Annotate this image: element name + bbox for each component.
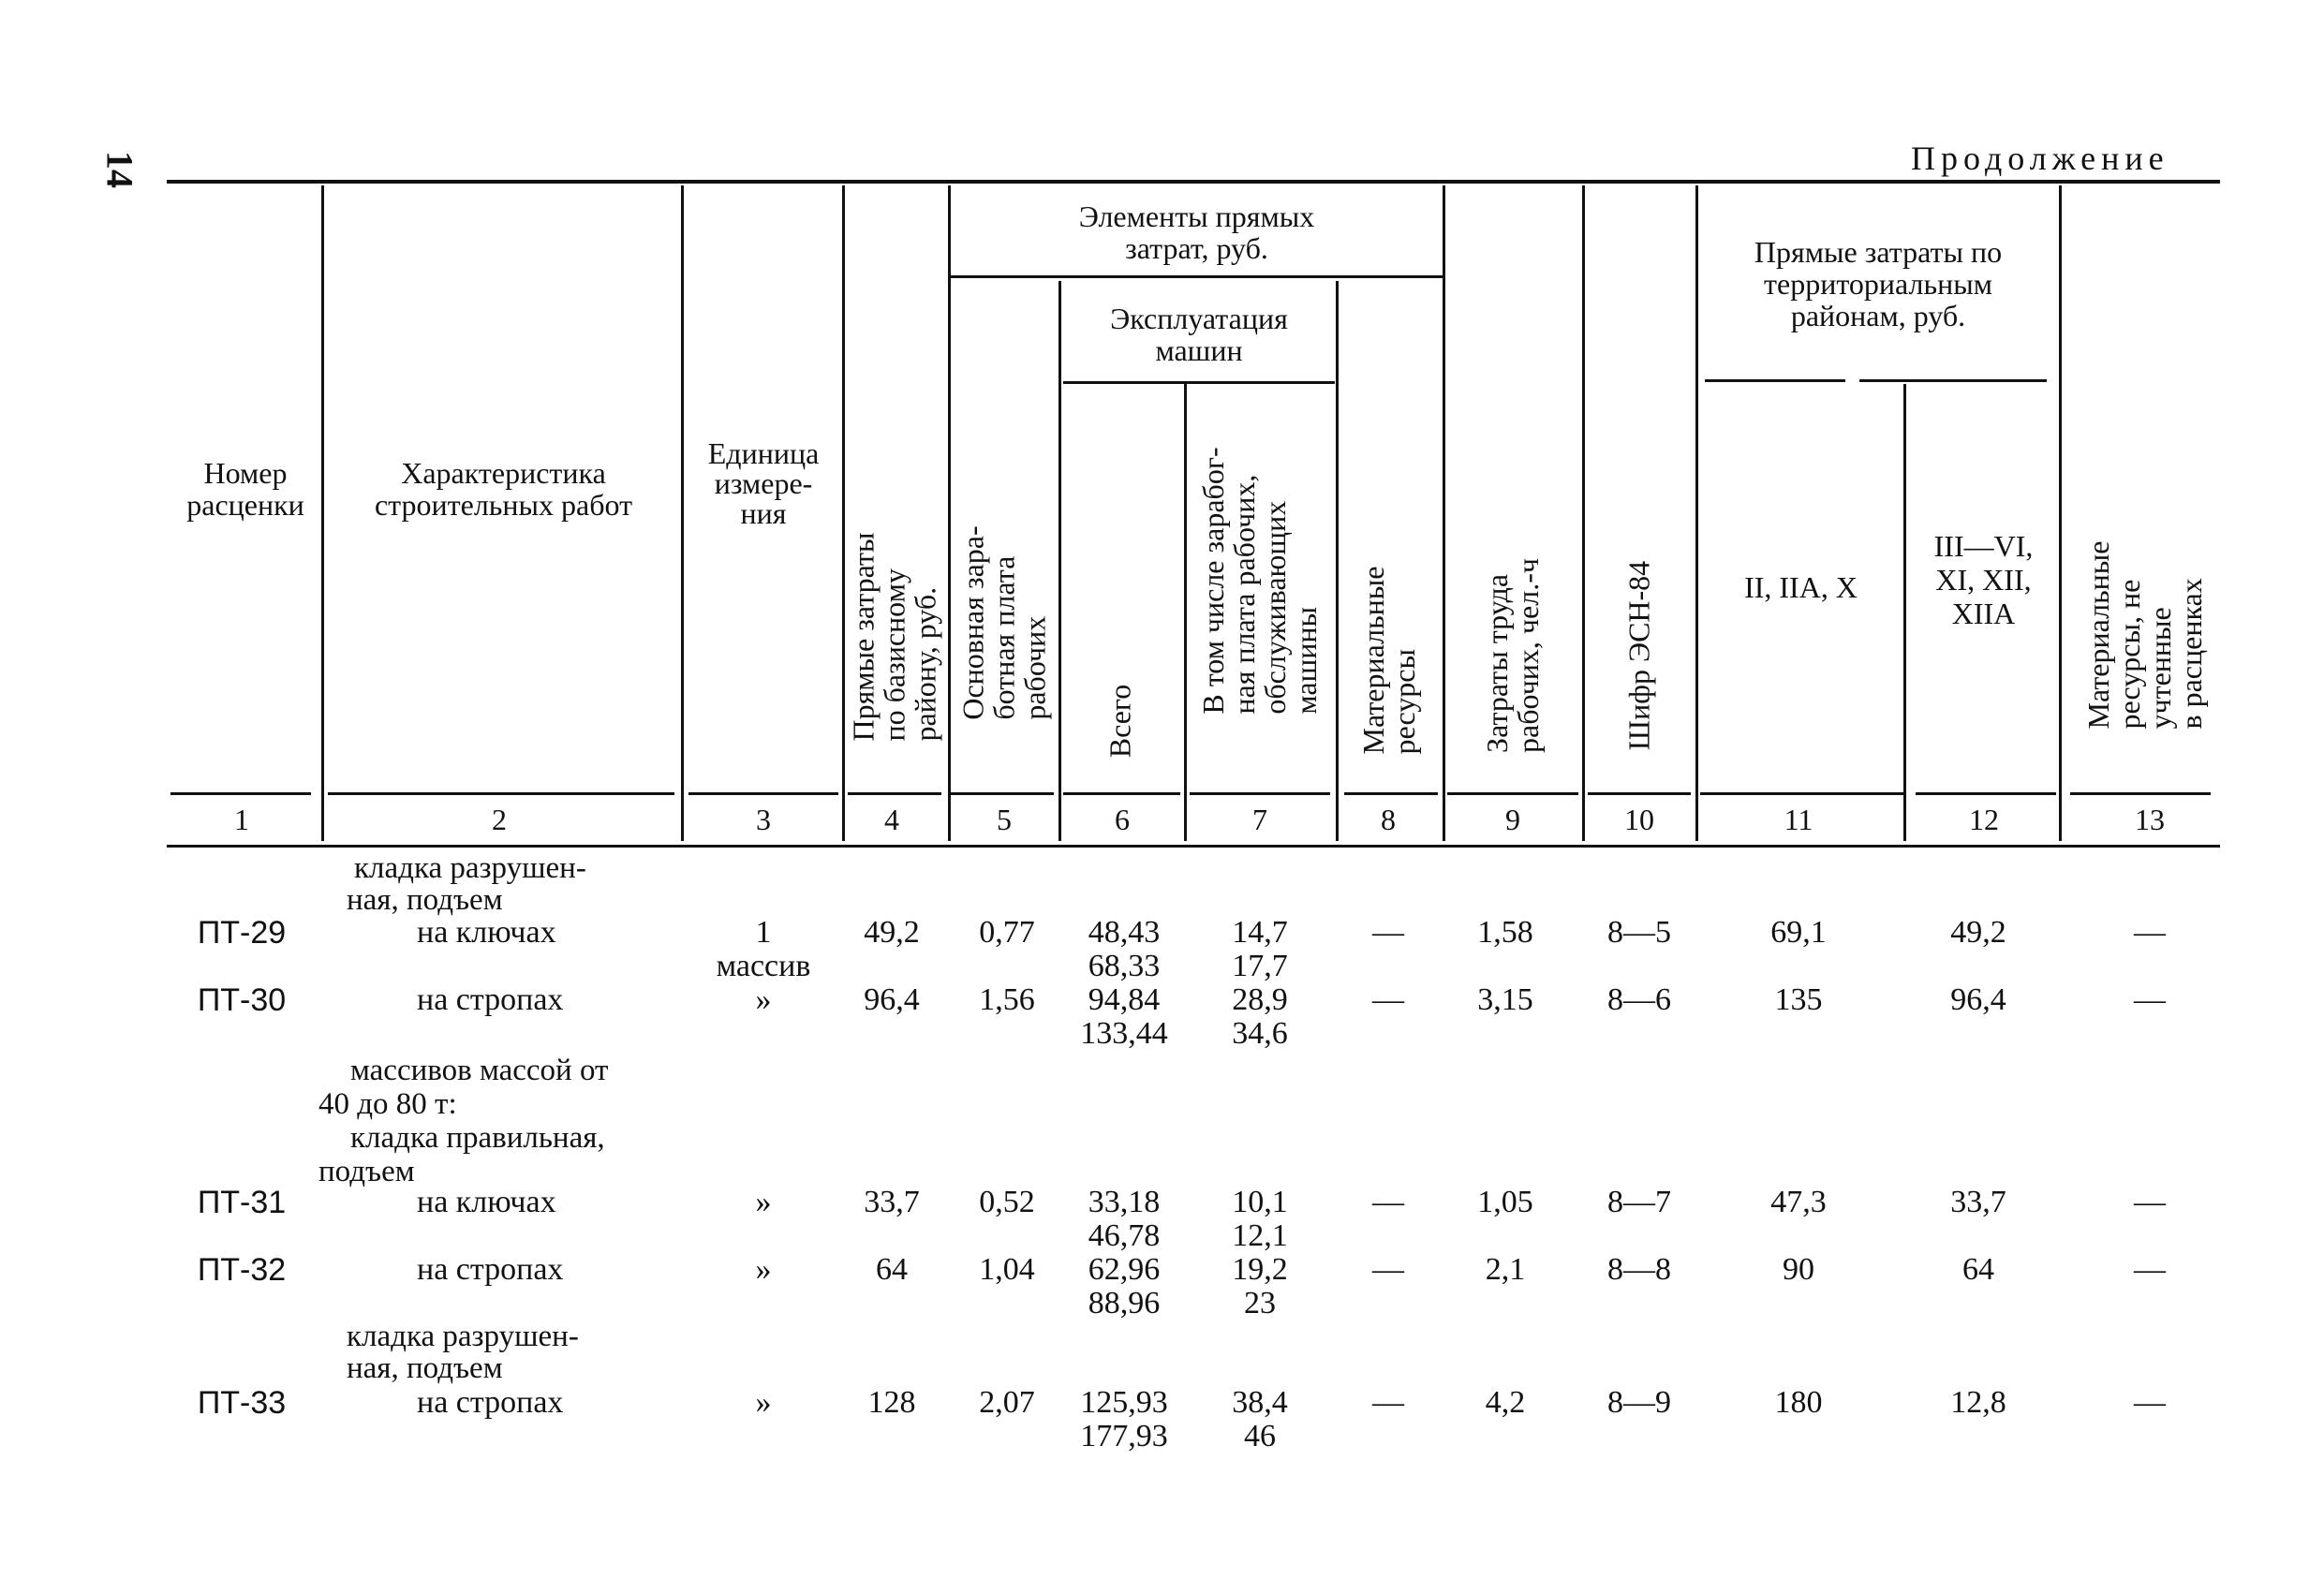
group-regions-header: Прямые затраты по территориальным районам, руб. [1754, 235, 2003, 332]
col-number: 9 [1505, 803, 1520, 836]
row-cell: 1,04 [979, 1252, 1035, 1287]
col-number: 7 [1252, 803, 1267, 836]
row-cell: 133,44 [1080, 1016, 1168, 1051]
row-cell: 8—9 [1607, 1385, 1671, 1420]
col5-header: Основная зара- ботная плата рабочих [955, 525, 1052, 720]
row-cell: — [2134, 915, 2166, 950]
col3-header: Единица измере- ния [707, 436, 820, 530]
col-number: 4 [884, 803, 899, 836]
row-unit: » [755, 1252, 772, 1287]
row-cell: — [2134, 1185, 2166, 1219]
row-cell: 48,43 [1088, 915, 1161, 950]
col11-header: II, IIA, X [1744, 570, 1858, 604]
row-cell: 34,6 [1232, 1016, 1288, 1051]
row-cell: 180 [1774, 1385, 1823, 1420]
col-number: 12 [1969, 803, 1999, 836]
row-cell: — [1372, 1385, 1404, 1420]
col-number: 11 [1784, 803, 1813, 836]
row-cell: 1,05 [1477, 1185, 1533, 1219]
row-cell: 33,7 [1950, 1185, 2006, 1219]
section-heading: кладка разрушен- ная, подъем [347, 851, 586, 917]
group-elements-header: Элементы прямых затрат, руб. [1078, 199, 1315, 265]
row-cell: 2,07 [979, 1385, 1035, 1420]
row-cell: 47,3 [1770, 1185, 1827, 1219]
row-cell: 8—7 [1607, 1185, 1671, 1219]
row-cell: 88,96 [1088, 1286, 1161, 1320]
row-cell: 12,1 [1232, 1218, 1288, 1253]
col9-header: Затраты труда рабочих, чел.-ч [1480, 558, 1545, 753]
row-cell: 8—5 [1607, 915, 1671, 950]
row-description: на стропах [417, 1252, 564, 1287]
col4-header: Прямые затраты по базисному району, руб. [846, 532, 942, 742]
col-number: 3 [756, 803, 771, 836]
row-cell: 3,15 [1477, 982, 1533, 1017]
row-code: ПТ-32 [197, 1252, 287, 1288]
row-code: ПТ-33 [197, 1385, 287, 1421]
col13-header: Материальные ресурсы, не учтенные в расценках [2081, 540, 2208, 730]
header-bottom-rule [167, 845, 2220, 848]
row-cell: 62,96 [1088, 1252, 1161, 1287]
row-cell: — [1372, 1252, 1404, 1287]
continuation-label: Продолжение [1911, 140, 2169, 177]
row-cell: 64 [876, 1252, 908, 1287]
row-cell: — [2134, 1385, 2166, 1420]
col2-header: Характеристика строительных работ [374, 456, 633, 522]
col6-header: Всего [1103, 684, 1137, 759]
group-elements-rule [951, 275, 1443, 278]
col-number: 2 [492, 803, 507, 836]
row-code: ПТ-29 [197, 915, 287, 951]
row-cell: 17,7 [1232, 949, 1288, 983]
row-cell: 94,84 [1088, 982, 1161, 1017]
row-cell: 33,7 [864, 1185, 920, 1219]
row-cell: 96,4 [1950, 982, 2006, 1017]
row-cell: 135 [1774, 982, 1823, 1017]
row-code: ПТ-30 [197, 982, 287, 1018]
row-code: ПТ-31 [197, 1185, 287, 1220]
col1-header: Номер расценки [186, 456, 304, 522]
col12-header: III—VI, XI, XII, XIIA [1933, 529, 2034, 630]
row-cell: — [1372, 1185, 1404, 1219]
row-cell: — [2134, 982, 2166, 1017]
row-cell: 125,93 [1080, 1385, 1168, 1420]
row-cell: — [1372, 915, 1404, 950]
row-cell: — [1372, 982, 1404, 1017]
row-unit: 1 [755, 915, 772, 950]
col-number: 8 [1381, 803, 1396, 836]
row-cell: 8—8 [1607, 1252, 1671, 1287]
row-unit: » [755, 1185, 772, 1219]
col7-header: В том числе зарабог- ная плата рабочих, обслуживающих машины [1196, 447, 1323, 715]
row-cell: 69,1 [1770, 915, 1827, 950]
row-cell: 46 [1244, 1419, 1276, 1453]
row-cell: 19,2 [1232, 1252, 1288, 1287]
section-heading: кладка разрушен- ная, подъем [347, 1320, 579, 1385]
row-unit: » [755, 1385, 772, 1420]
row-description: на стропах [417, 982, 564, 1017]
row-cell: 128 [867, 1385, 916, 1420]
row-cell: 4,2 [1485, 1385, 1526, 1420]
row-cell: 33,18 [1088, 1185, 1161, 1219]
col-number: 13 [2135, 803, 2165, 836]
col-number: 1 [234, 803, 249, 836]
row-cell: 68,33 [1088, 949, 1161, 983]
row-cell: 1,58 [1477, 915, 1533, 950]
row-cell: 2,1 [1485, 1252, 1526, 1287]
row-cell: 64 [1962, 1252, 1994, 1287]
row-cell: 10,1 [1232, 1185, 1288, 1219]
row-cell: 38,4 [1232, 1385, 1288, 1420]
row-cell: 0,77 [979, 915, 1035, 950]
page-number: 14 [98, 151, 141, 188]
row-cell: 96,4 [864, 982, 920, 1017]
row-cell: 0,52 [979, 1185, 1035, 1219]
row-description: на ключах [417, 915, 556, 950]
col10-header: Шифр ЭСН-84 [1621, 560, 1656, 751]
row-description: на стропах [417, 1385, 564, 1420]
row-cell: 49,2 [1950, 915, 2006, 950]
row-cell: 14,7 [1232, 915, 1288, 950]
table-top-rule [167, 180, 2220, 184]
row-cell: 90 [1783, 1252, 1814, 1287]
row-cell: 49,2 [864, 915, 920, 950]
col-number: 10 [1624, 803, 1654, 836]
row-cell: 46,78 [1088, 1218, 1161, 1253]
row-description: на ключах [417, 1185, 556, 1219]
section-heading: массивов массой от 40 до 80 т: кладка правильная, подъем [318, 1054, 609, 1188]
row-cell: 1,56 [979, 982, 1035, 1017]
row-cell: 28,9 [1232, 982, 1288, 1017]
col-number: 6 [1115, 803, 1130, 836]
row-cell: 8—6 [1607, 982, 1671, 1017]
row-cell: 23 [1244, 1286, 1276, 1320]
row-unit: » [755, 982, 772, 1017]
col8-header: Материальные ресурсы [1356, 566, 1421, 755]
row-cell: 12,8 [1950, 1385, 2006, 1420]
col-number: 5 [997, 803, 1012, 836]
row-cell: — [2134, 1252, 2166, 1287]
group-machines-rule [1063, 381, 1335, 384]
row-cell: 177,93 [1080, 1419, 1168, 1453]
row-unit: массив [716, 949, 811, 983]
group-machines-header: Эксплуатация машин [1110, 302, 1288, 367]
